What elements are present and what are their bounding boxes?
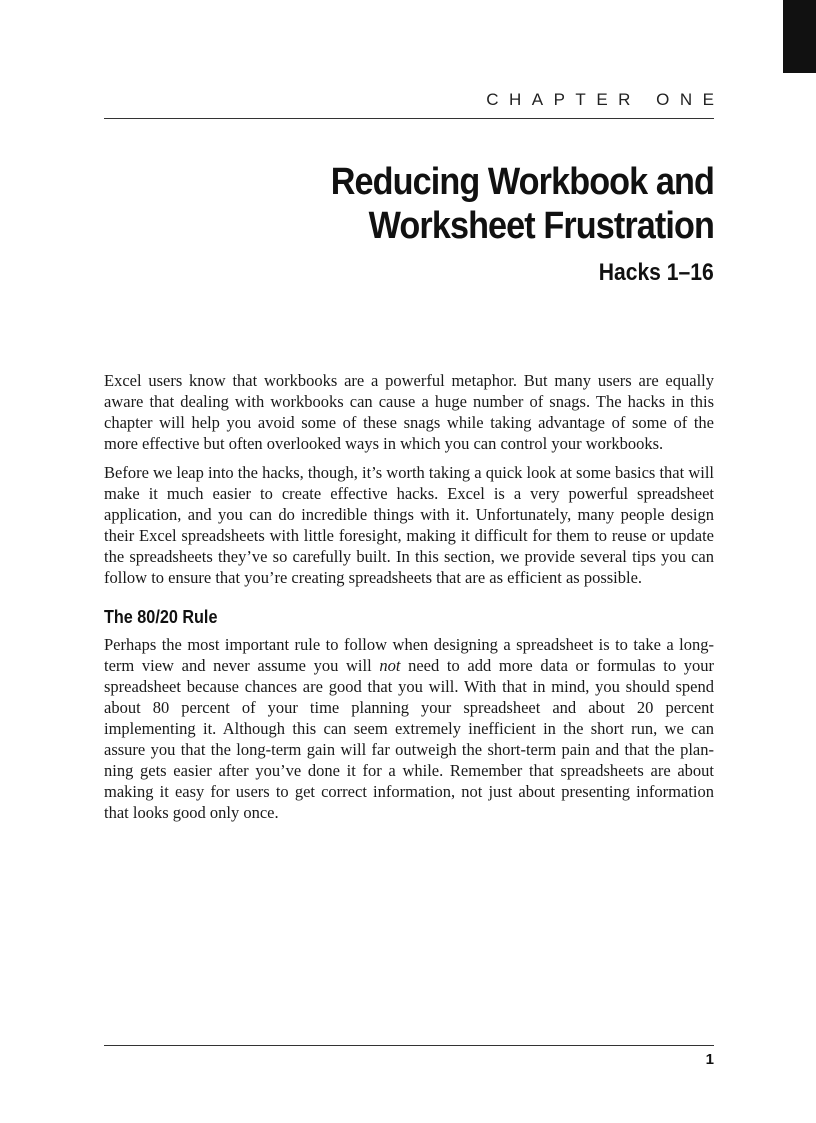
chapter-title-line-2: Worksheet Frustration (368, 205, 714, 247)
header-rule (104, 118, 714, 119)
chapter-thumb-tab (783, 0, 816, 73)
hacks-range: Hacks 1–16 (598, 259, 714, 286)
section-text-start: Perhaps the most important rule to follow when designing a spreadsheet is to take a long-term view and never assume you will (104, 635, 714, 675)
chapter-body (104, 370, 714, 831)
intro-paragraph-2: Before we leap into the hacks, though, it’s worth taking a quick look at some basics that will make it much easier to create effective hacks. Excel is a very powerful spreadsheet application, and you can do incredible things with it. Unfortunately, many people design their Excel spreadsheets with little foresight, making it difficult for them to reuse or update the spreadsheets they’ve so carefully built. In this section, we provide several tips you can follow to ensure that you’re creating spreadsheets that are as efficient as possible. (104, 463, 714, 587)
section-emphasis: not (379, 656, 401, 675)
chapter-label: CHAPTER ONE (486, 90, 725, 109)
section-text-end: need to add more data or formulas to your spreadsheet because chances are good that you will. With that in mind, you should spend about 80 percent of your time planning your spreadsheet and about 20 percent implementing it. Although this can seem extremely inefficient in the short run, we can assure you that the long-term gain will far outweigh the short-term pain and that the planning gets easier after you’ve done it for a while. Remember that spreadsheets are about making it easy for users to get correct information, not just about presenting information that looks good only once. (104, 656, 714, 822)
footer-rule (104, 1045, 714, 1046)
intro-paragraph-1: Excel users know that workbooks are a powerful metaphor. But many users are equally aware that dealing with workbooks can cause a huge number of snags. The hacks in this chapter will help you avoid some of these snags while taking advantage of some of the more effective but often overlooked ways in which you can control your workbooks. (104, 371, 714, 453)
section-paragraph (104, 634, 714, 823)
chapter-title-line-1: Reducing Workbook and (330, 161, 714, 203)
page-number: 1 (705, 1051, 714, 1068)
section-heading: The 80/20 Rule (104, 607, 218, 627)
chapter-title (246, 160, 714, 248)
